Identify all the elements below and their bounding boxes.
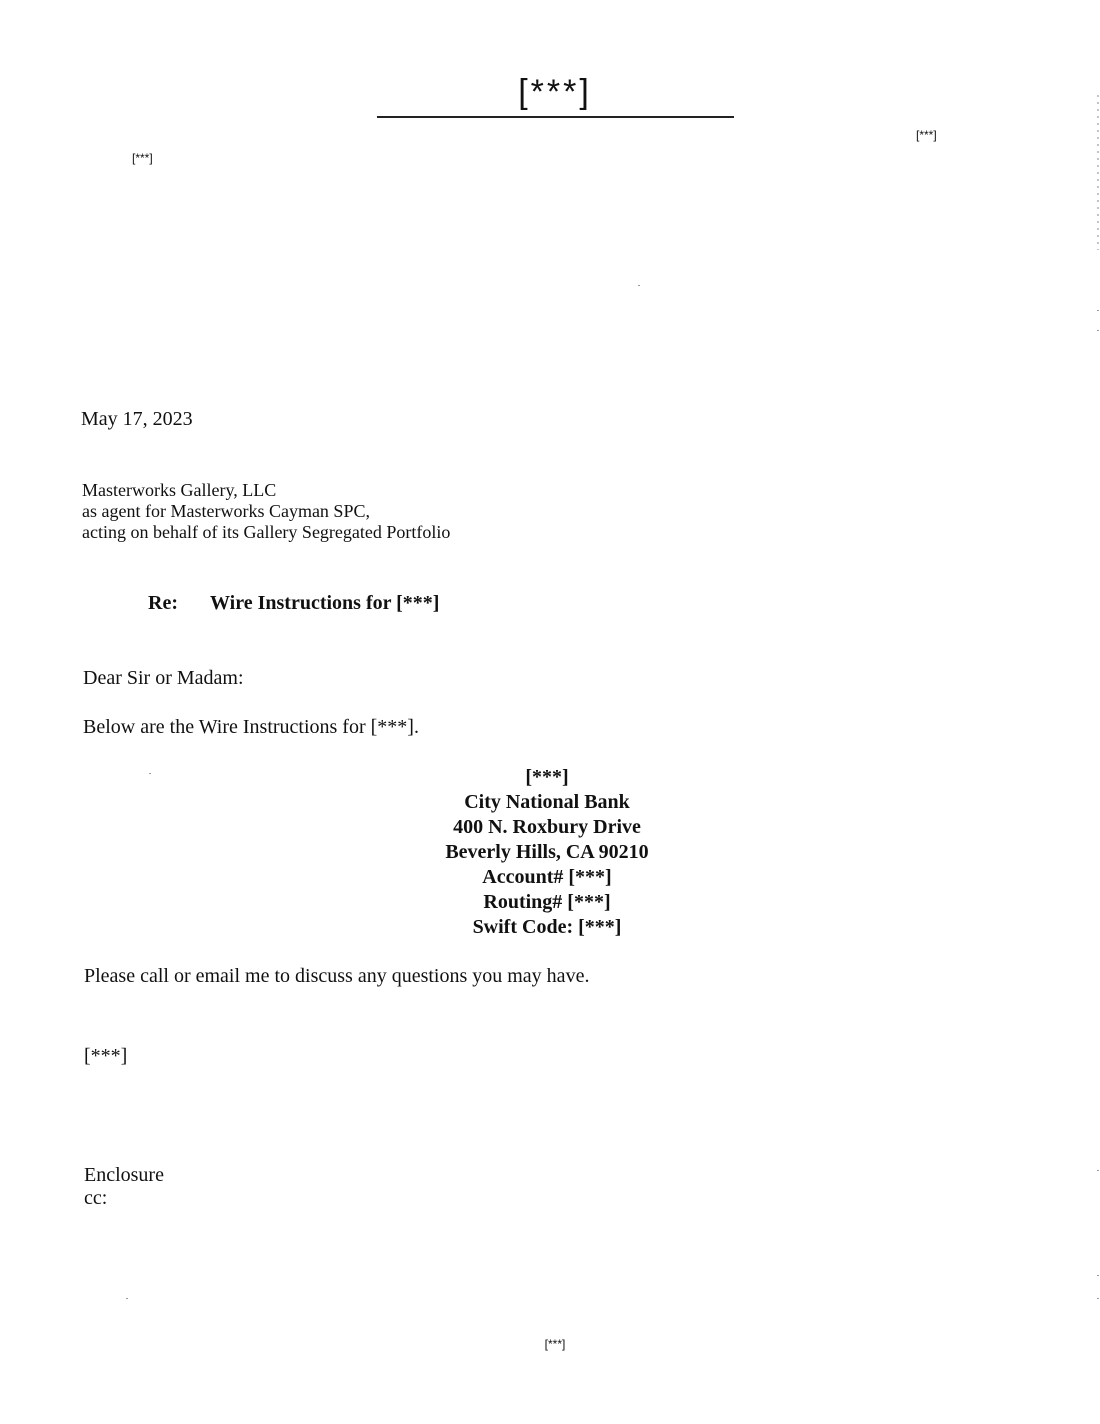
recipient-line: acting on behalf of its Gallery Segregated Portfolio xyxy=(82,522,451,542)
letterhead-left-note: [***] xyxy=(132,151,153,165)
wire-instructions-block xyxy=(377,765,717,940)
wire-line-bank-street: 400 N. Roxbury Drive xyxy=(453,816,641,838)
signature: [***] xyxy=(84,1045,128,1067)
subject-label: Re: xyxy=(148,592,178,614)
enclosure-note: Enclosure xyxy=(84,1164,164,1186)
wire-line-beneficiary: [***] xyxy=(525,766,569,788)
closing-paragraph: Please call or email me to discuss any questions you may have. xyxy=(84,965,590,987)
page-footer: [***] xyxy=(544,1337,566,1351)
scan-speck xyxy=(1097,310,1099,311)
scan-edge-marks xyxy=(1097,95,1099,250)
letter-date: May 17, 2023 xyxy=(81,408,193,430)
scan-speck xyxy=(638,285,640,286)
scan-speck xyxy=(149,773,151,774)
letterhead-title: [***] xyxy=(518,73,592,111)
recipient-address xyxy=(82,480,450,543)
wire-line-bank-city: Beverly Hills, CA 90210 xyxy=(445,841,649,863)
letterhead-rule xyxy=(377,116,734,118)
subject-line xyxy=(148,592,439,615)
wire-line-swift-code: Swift Code: [***] xyxy=(472,916,622,938)
wire-line-account-number: Account# [***] xyxy=(482,866,612,888)
wire-line-bank-name: City National Bank xyxy=(464,791,630,813)
scan-speck xyxy=(1097,1170,1099,1171)
scan-speck xyxy=(1097,330,1099,331)
cc-note: cc: xyxy=(84,1187,108,1209)
scan-speck xyxy=(126,1298,128,1299)
recipient-line: as agent for Masterworks Cayman SPC, xyxy=(82,501,370,521)
subject-text: Wire Instructions for [***] xyxy=(210,592,440,614)
wire-line-routing-number: Routing# [***] xyxy=(483,891,611,913)
intro-paragraph: Below are the Wire Instructions for [***]. xyxy=(83,716,419,738)
scan-speck xyxy=(1097,1298,1099,1299)
letterhead-right-note: [***] xyxy=(916,128,937,142)
recipient-line: Masterworks Gallery, LLC xyxy=(82,480,277,500)
salutation: Dear Sir or Madam: xyxy=(83,667,244,689)
scan-speck xyxy=(1097,1275,1099,1276)
